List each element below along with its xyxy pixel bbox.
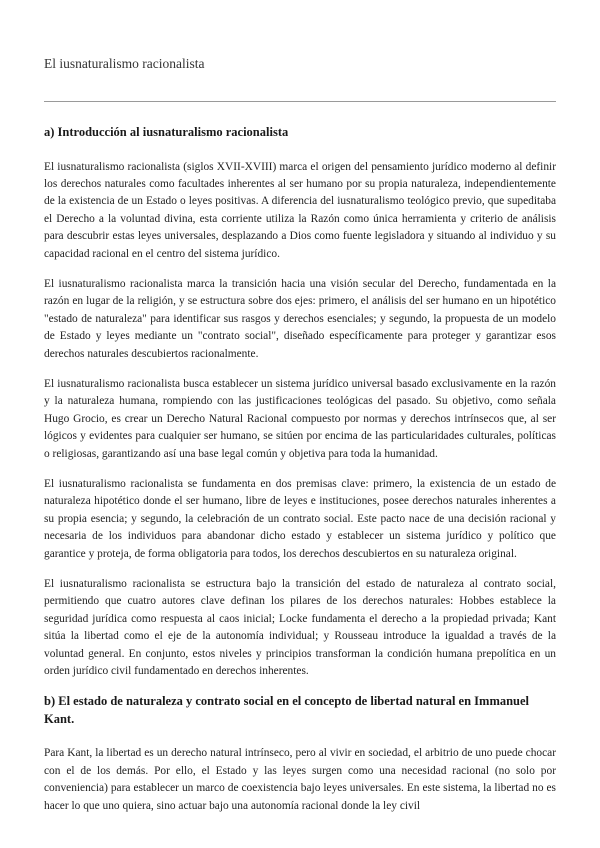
document-body	[44, 124, 556, 828]
paragraph: El iusnaturalismo racionalista se fundamenta en dos premisas clave: primero, la existencia de un estado de naturaleza hipotético donde el ser humano, libre de leyes e instituciones, posee derechos naturales inherentes a su propia esencia; y segundo, la celebración de un contrato social. Este pacto nace de una decisión racional y necesaria de los individuos para abandonar dicho estado y establecer un sistema jurídico y político que garantice y proteja, de forma obligatoria para todos, los derechos descubiertos en su naturaleza original.	[44, 478, 556, 560]
document-header-title: El iusnaturalismo racionalista	[44, 56, 205, 71]
section-introduccion	[44, 124, 556, 680]
section-heading: a) Introducción al iusnaturalismo racionalista	[44, 125, 289, 139]
section-heading: b) El estado de naturaleza y contrato social en el concepto de libertad natural en Immanuel Kant.	[44, 694, 530, 726]
paragraph: Para Kant, la libertad es un derecho natural intrínseco, pero al vivir en sociedad, el arbitrio de uno puede chocar con el de los demás. Por ello, el Estado y las leyes surgen como una necesidad racional (no solo por conveniencia) para establecer un marco de coexistencia bajo leyes universales. En este sistema, la libertad no es hacer lo que uno quiera, sino actuar bajo una autonomía racional donde la ley civil	[44, 747, 556, 812]
paragraph: El iusnaturalismo racionalista se estructura bajo la transición del estado de naturaleza al contrato social, permitiendo que cuatro autores clave definan los pilares de los derechos naturales: Hobbes establece la seguridad jurídica como respuesta al caos inicial; Locke fundamenta el derecho a la propiedad privada; Kant sitúa la libertad como el eje de la autonomía individual; y Rousseau introduce la igualdad a través de la voluntad general. En conjunto, estos niveles y principios transforman la condición humana prepolítica en un orden jurídico civil fundamentado en derechos inherentes.	[44, 578, 556, 678]
paragraph: El iusnaturalismo racionalista marca la transición hacia una visión secular del Derecho, fundamentada en la razón en lugar de la religión, y se estructura sobre dos ejes: primero, el análisis del ser humano en un hipotético "estado de naturaleza" para identificar sus rasgos y derechos esenciales; y segundo, la propuesta de un modelo de Estado y leyes mediante un "contrato social", diseñado específicamente para proteger y garantizar esos derechos naturales descubiertos racionalmente.	[44, 277, 556, 360]
paragraph: El iusnaturalismo racionalista busca establecer un sistema jurídico universal basado exclusivamente en la razón y la naturaleza humana, rompiendo con las justificaciones teológicas del pasado. Su objetivo, como señala Hugo Grocio, es crear un Derecho Natural Racional compuesto por normas y derechos intrínsecos que, al ser lógicos y evidentes para cualquier ser humano, se sitúen por encima de las particularidades culturales, políticas o religiosas, garantizando así una base legal común y objetiva para toda la humanidad.	[44, 377, 556, 460]
section-kant	[44, 693, 556, 815]
paragraph: El iusnaturalismo racionalista (siglos XVII-XVIII) marca el origen del pensamiento jurídico moderno al definir los derechos naturales como facultades inherentes al ser humano por su propia naturaleza, independientemente de la existencia de un Estado o leyes positivas. A diferencia del iusnaturalismo teológico previo, que supeditaba el Derecho a la voluntad divina, esta corriente utiliza la Razón como única herramienta y criterio de análisis para descubrir estas leyes universales, desplazando a Dios como fuente legisladora y situando al individuo y su capacidad racional en el centro del sistema jurídico.	[44, 160, 556, 260]
header-divider	[44, 101, 556, 102]
